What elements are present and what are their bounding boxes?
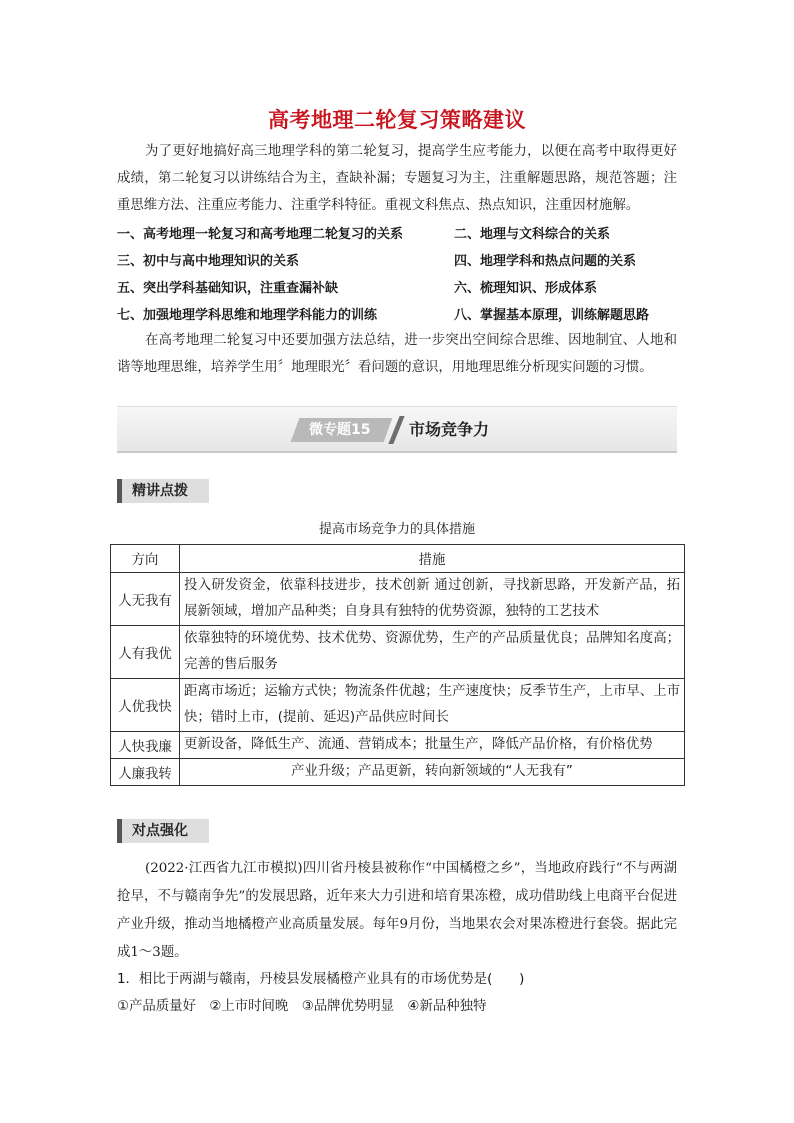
outline-list (117, 219, 677, 327)
question-intro: (2022·江西省九江市模拟)四川省丹棱县被称作“中国橘橙之乡”，当地政府践行“不与两湖抢早，不与赣南争先”的发展思路，近年来大力引进和培育果冻橙，成功借助线上电商平台促进产业升级，推动当地橘橙产业高质量发展。每年9月份，当地果农会对果冻橙进行套袋。据此完成1～3题。 (117, 861, 677, 960)
topic-tag-label: 微专题15 (309, 422, 371, 438)
table-row (111, 626, 685, 679)
topic-name: 市场竞争力 (409, 420, 490, 439)
outline-row (117, 300, 677, 327)
outline-item: 二、地理与文科综合的关系 (454, 227, 611, 242)
topic-tag (291, 418, 393, 442)
direction-cell: 人优我快 (111, 679, 180, 732)
direction-cell: 人有我优 (111, 626, 180, 679)
outline-item: 五、突出学科基础知识，注重查漏补缺 (117, 281, 339, 296)
topic-banner (117, 406, 677, 453)
measure-cell: 产业升级；产品更新，转向新领域的“人无我有” (180, 759, 685, 786)
measure-cell: 依靠独特的环境优势、技术优势、资源优势，生产的产品质量优良；品牌知名度高；完善的售后服务 (180, 626, 685, 679)
measures-table (110, 544, 685, 786)
outline-row (117, 246, 677, 273)
section-heading-explain: 精讲点拨 (117, 479, 209, 503)
column-header-direction: 方向 (111, 545, 180, 573)
question-1-options: ①产品质量好 ②上市时间晚 ③品牌优势明显 ④新品种独特 (117, 999, 487, 1014)
direction-cell: 人无我有 (111, 573, 180, 626)
question-1: 1．相比于两湖与赣南，丹棱县发展橘橙产业具有的市场优势是( ) (117, 972, 525, 987)
outline-row (117, 219, 677, 246)
outline-item: 四、地理学科和热点问题的关系 (454, 254, 637, 269)
measure-cell: 距离市场近；运输方式快；物流条件优越；生产速度快；反季节生产，上市早、上市快；错时上市，(提前、延迟)产品供应时间长 (180, 679, 685, 732)
measure-cell: 投入研发资金，依靠科技进步，技术创新 通过创新，寻找新思路，开发新产品，拓展新领域，增加产品种类；自身具有独特的优势资源，独特的工艺技术 (180, 573, 685, 626)
intro-paragraph: 为了更好地搞好高三地理学科的第二轮复习，提高学生应考能力，以便在高考中取得更好成绩，第二轮复习以讲练结合为主，查缺补漏；专题复习为主，注重解题思路，规范答题；注重思维方法、注重应考能力、注重学科特征。重视文科焦点、热点知识，注重因材施解。 (117, 144, 677, 213)
table-header-row (111, 545, 685, 573)
table-row (111, 759, 685, 786)
column-header-measures: 措施 (180, 545, 685, 573)
measure-cell: 更新设备，降低生产、流通、营销成本；批量生产，降低产品价格，有价格优势 (180, 732, 685, 759)
section-heading-practice: 对点强化 (117, 819, 209, 843)
page-title: 高考地理二轮复习策略建议 (268, 108, 526, 132)
outline-item: 六、梳理知识、形成体系 (454, 281, 598, 296)
table-row (111, 573, 685, 626)
table-row (111, 679, 685, 732)
table-row (111, 732, 685, 759)
outline-item: 七、加强地理学科思维和地理学科能力的训练 (117, 308, 378, 323)
outline-item: 三、初中与高中地理知识的关系 (117, 254, 300, 269)
outline-row (117, 273, 677, 300)
outline-item: 一、高考地理一轮复习和高考地理二轮复习的关系 (117, 227, 404, 242)
direction-cell: 人廉我转 (111, 759, 180, 786)
method-paragraph: 在高考地理二轮复习中还要加强方法总结，进一步突出空间综合思维、因地制宜、人地和谐等地理思维，培养学生用〞地理眼光〞看问题的意识，用地理思维分析现实问题的习惯。 (117, 333, 677, 375)
outline-item: 八、掌握基本原理，训练解题思路 (454, 308, 650, 323)
table-caption: 提高市场竞争力的具体措施 (318, 522, 475, 537)
direction-cell: 人快我廉 (111, 732, 180, 759)
